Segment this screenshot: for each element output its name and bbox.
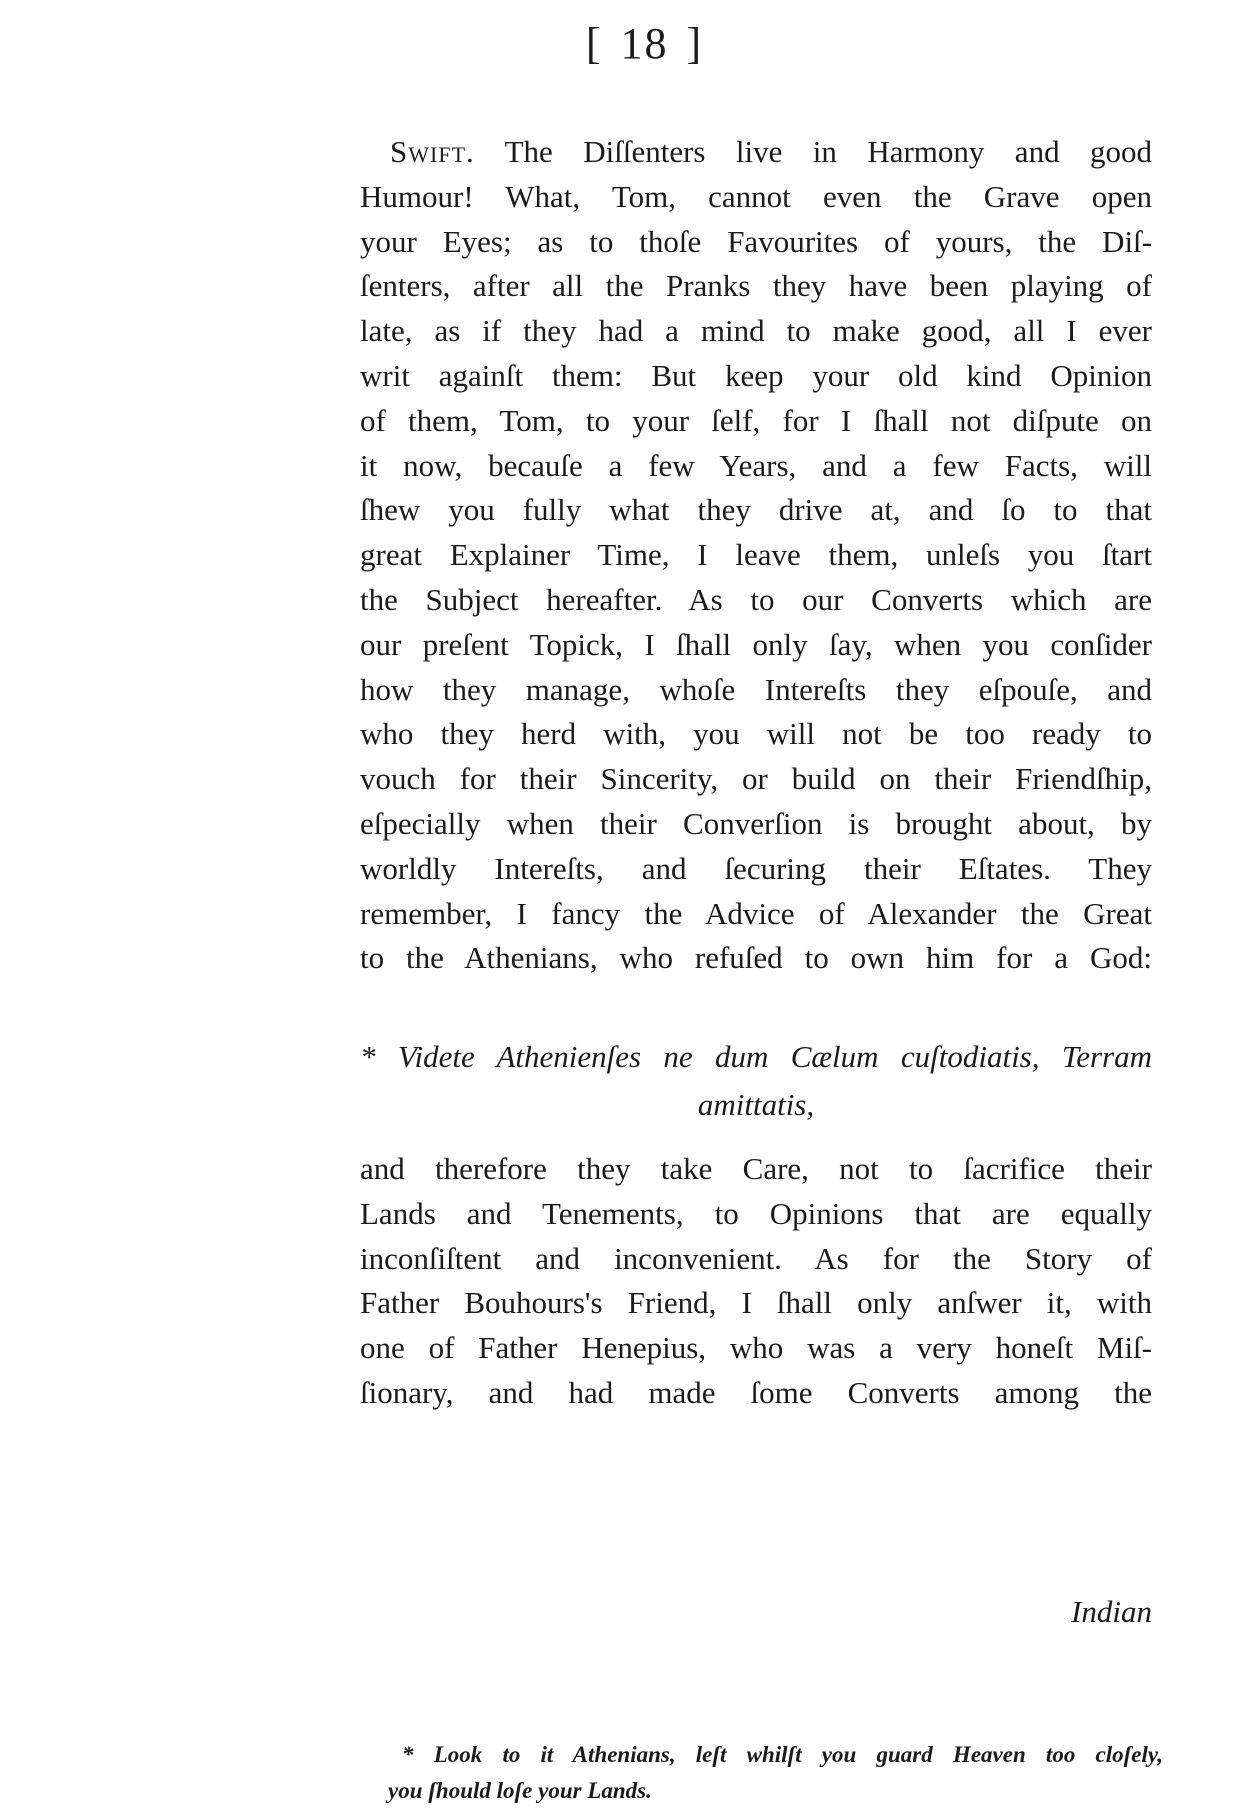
- text-line: Swift. The Diſſenters live in Harmony and good: [390, 134, 1152, 169]
- text-line: Father Bouhours's Friend, I ſhall only anſwer it, with: [360, 1285, 1152, 1321]
- text-line: worldly Intereſts, and ſecuring their Eſtates. They: [360, 850, 1152, 886]
- text-line: and therefore they take Care, not to ſacrifice their: [360, 1151, 1152, 1186]
- catchword: Indian: [1071, 1594, 1152, 1629]
- text-line: who they herd with, you will not be too ready to: [360, 716, 1152, 752]
- text-line: the Subject hereafter. As to our Converts which are: [360, 581, 1152, 617]
- text-line: great Explainer Time, I leave them, unleſs you ſtart: [360, 537, 1152, 573]
- text-line: ſionary, and had made ſome Converts among the: [360, 1374, 1152, 1410]
- paragraph-continuation: [360, 1147, 1152, 1416]
- footnote: [388, 1737, 1163, 1809]
- text-line: of them, Tom, to your ſelf, for I ſhall not diſpute on: [360, 402, 1152, 438]
- text-line: to the Athenians, who refuſed to own him for a God:: [360, 940, 1152, 976]
- text-line: Lands and Tenements, to Opinions that are equally: [360, 1195, 1152, 1231]
- text-line: remember, I fancy the Advice of Alexander the Great: [360, 895, 1152, 931]
- quotation-line: * Videte Athenienſes ne dum Cælum cuſtodiatis, Terram: [360, 1039, 1152, 1074]
- footnote-line: * Look to it Athenians, leſt whilſt you guard Heaven too cloſely,: [402, 1742, 1163, 1767]
- text-line: eſpecially when their Converſion is brought about, by: [360, 805, 1152, 841]
- text-line: inconſiſtent and inconvenient. As for the Story of: [360, 1240, 1152, 1276]
- page-number-value: 18: [620, 19, 669, 68]
- text-line: Humour! What, Tom, cannot even the Grave open: [360, 178, 1152, 214]
- text-line: late, as if they had a mind to make good, all I ever: [360, 313, 1152, 349]
- text-line: how they manage, whoſe Intereſts they eſpouſe, and: [360, 671, 1152, 707]
- latin-quotation: [360, 1033, 1152, 1129]
- text-line: vouch for their Sincerity, or build on their Friendſhip,: [360, 761, 1152, 797]
- right-bracket: ]: [686, 19, 704, 68]
- text-line: it now, becauſe a few Years, and a few Facts, will: [360, 447, 1152, 483]
- text-line: ſhew you fully what they drive at, and ſo to that: [360, 492, 1152, 528]
- text-line: ſenters, after all the Pranks they have been playing of: [360, 268, 1152, 304]
- quotation-line: amittatis,: [697, 1087, 815, 1122]
- text-line: your Eyes; as to thoſe Favourites of yours, the Diſ-: [360, 223, 1152, 259]
- paragraph-swift: [360, 130, 1152, 981]
- left-bracket: [: [585, 19, 603, 68]
- page-number: [20, 18, 1249, 69]
- text-line: one of Father Henepius, who was a very honeſt Miſ-: [360, 1330, 1152, 1366]
- text-line: writ againſt them: But keep your old kind Opinion: [360, 357, 1152, 393]
- text-line: our preſent Topick, I ſhall only ſay, when you conſider: [360, 626, 1152, 662]
- footnote-line: you ſhould loſe your Lands.: [388, 1778, 652, 1803]
- speaker-name: Swift.: [390, 134, 475, 169]
